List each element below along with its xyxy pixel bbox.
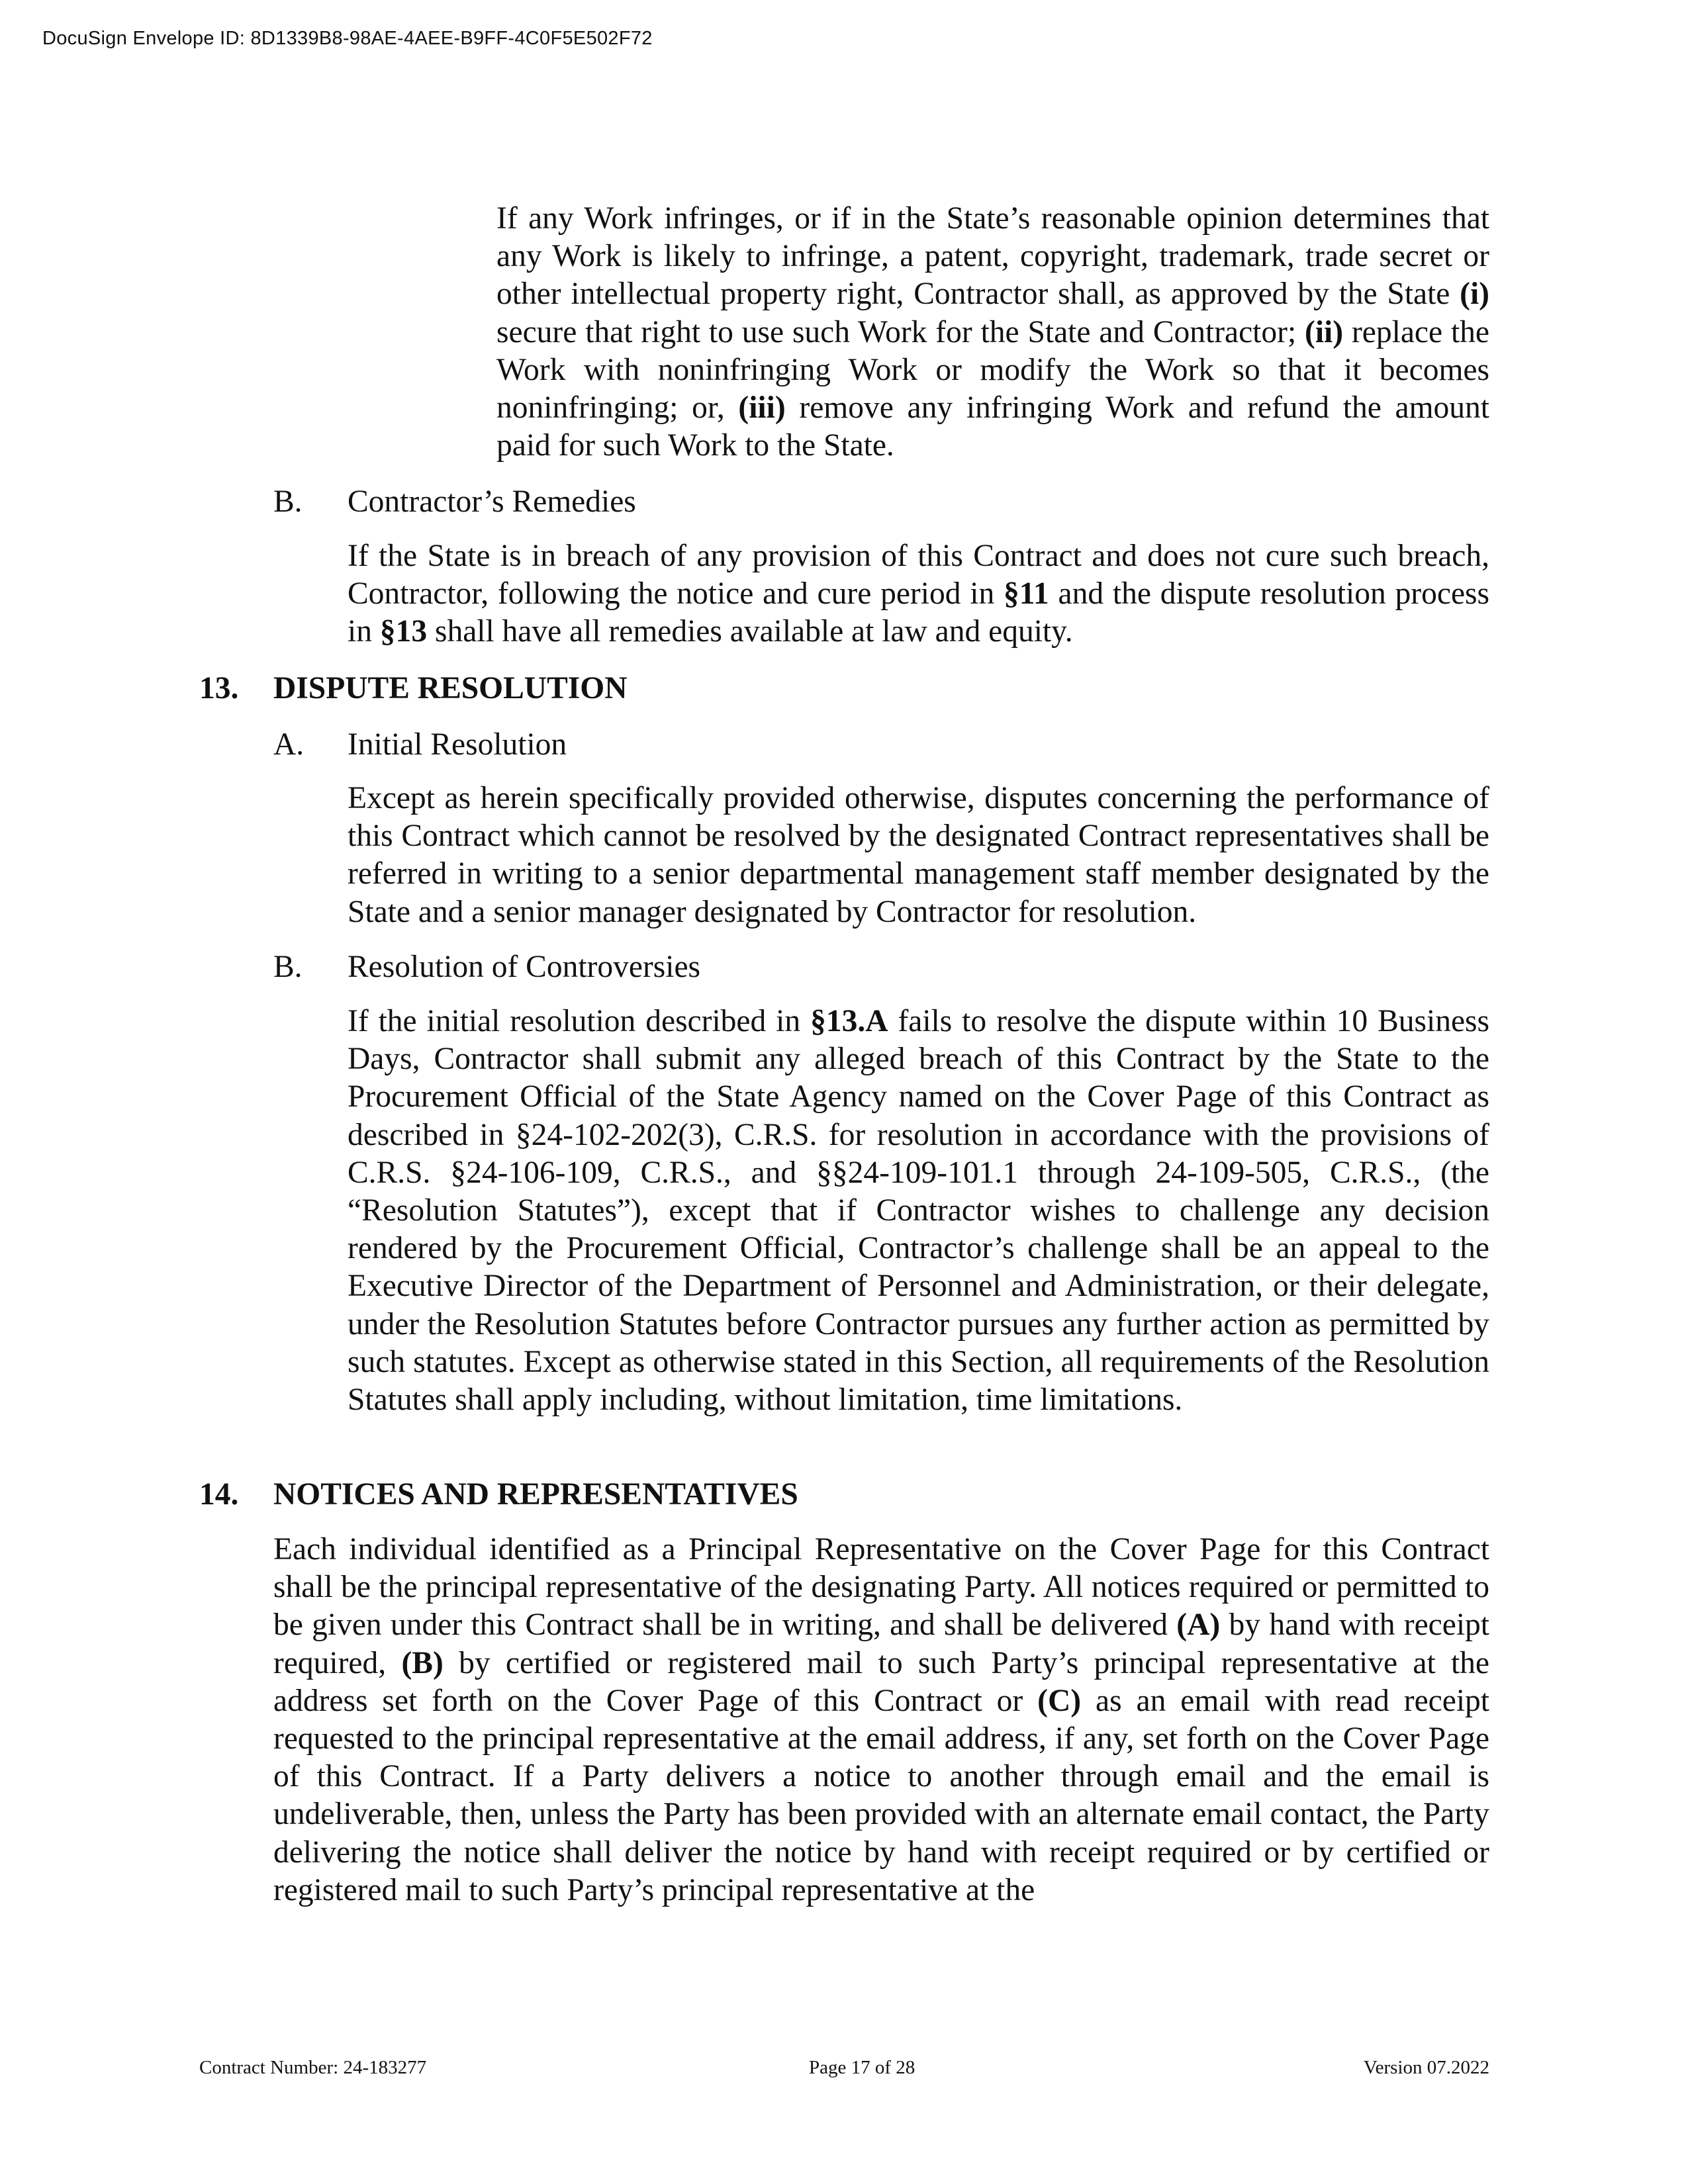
subsection-letter: B.: [273, 484, 303, 519]
bold-ref: (C): [1037, 1683, 1082, 1718]
notices-paragraph: [273, 1531, 1489, 1909]
footer-page-number: Page 17 of 28: [809, 2057, 915, 2078]
footer-version: Version 07.2022: [1363, 2057, 1489, 2078]
section-number: 14.: [199, 1477, 239, 1512]
resolution-of-controversies-paragraph: [348, 1003, 1489, 1419]
section-number: 13.: [199, 671, 239, 705]
section-title: NOTICES AND REPRESENTATIVES: [273, 1477, 798, 1512]
bold-ref: (A): [1176, 1608, 1221, 1643]
text-segment: remove any infringing Work and refund the amount paid for such Work to the State.: [496, 390, 1489, 463]
text-segment: secure that right to use such Work for the State and Contractor;: [496, 314, 1305, 349]
subsection-title: Contractor’s Remedies: [348, 484, 636, 519]
subsection-title: Resolution of Controversies: [348, 950, 701, 984]
footer-contract-number: Contract Number: 24-183277: [199, 2057, 427, 2078]
text-segment: by hand with receipt required,: [273, 1608, 1489, 1680]
infringement-paragraph: [496, 200, 1489, 465]
subsection-letter: A.: [273, 727, 305, 762]
section-title: DISPUTE RESOLUTION: [273, 671, 628, 705]
initial-resolution-paragraph: Except as herein specifically provided otherwise, disputes concerning the performance of this Contract which cannot be resolved by the designated Contract representatives shall be referred in writing to a senior departmental management staff member designated by the State and a senior manager designated by Contractor for resolution.: [348, 781, 1489, 929]
bold-ref: (B): [401, 1645, 444, 1680]
text-segment: Each individual identified as a Principal Representative on the Cover Page for this Contract shall be the principal representative of the designating Party. All notices required or permitted to be given under this Contract shall be in writing, and shall be delivered: [273, 1532, 1489, 1643]
text-segment: If the initial resolution described in: [348, 1004, 811, 1038]
bold-ref: (ii): [1305, 314, 1344, 349]
text-segment: replace the Work with noninfringing Work or modify the Work so that it becomes noninfringing; or,: [496, 314, 1489, 426]
docusign-envelope-id: DocuSign Envelope ID: 8D1339B8-98AE-4AEE-B9FF-4C0F5E502F72: [42, 28, 653, 49]
text-segment: as an email with read receipt requested to the principal representative at the email address, if any, set forth on the Cover Page of this Contract. If a Party delivers a notice to another through email and the email is undeliverable, then, unless the Party has been provided with an alternate email contact, the Party delivering the notice shall deliver the notice by hand with receipt required or by certified or registered mail to such Party’s principal representative at the: [273, 1683, 1489, 1907]
text-segment: and the dispute resolution process in: [348, 576, 1489, 649]
bold-ref: (iii): [738, 390, 786, 426]
text-segment: shall have all remedies available at law and equity.: [427, 614, 1073, 649]
bold-ref: §13: [379, 614, 428, 649]
text-segment: by certified or registered mail to such Party’s principal representative at the address set forth on the Cover Page of this Contract or: [273, 1645, 1490, 1718]
bold-ref: (i): [1460, 277, 1489, 312]
bold-ref: §13.A: [810, 1004, 888, 1038]
bold-ref: §11: [1004, 576, 1049, 612]
text-segment: If any Work infringes, or if in the State’s reasonable opinion determines that any Work is likely to infringe, a patent, copyright, trademark, trade secret or other intellectual property right, Contractor shall, as approved by the State: [496, 201, 1489, 312]
contractors-remedies-paragraph: [348, 537, 1489, 651]
subsection-title: Initial Resolution: [348, 727, 567, 762]
text-segment: fails to resolve the dispute within 10 Business Days, Contractor shall submit any alleged breach of this Contract by the State to the Procurement Official of the State Agency named on the Cover Page of this Contract as described in §24-102-202(3), C.R.S. for resolution in accordance with the provisions of C.R.S. §24-106-109, C.R.S., and §§24-109-101.1 through 24-109-505, C.R.S., (the “Resolution Statutes”), except that if Contractor wishes to challenge any decision rendered by the Procurement Official, Contractor’s challenge shall be an appeal to the Executive Director of the Department of Personnel and Administration, or their delegate, under the Resolution Statutes before Contractor pursues any further action as permitted by such statutes. Except as otherwise stated in this Section, all requirements of the Resolution Statutes shall apply including, without limitation, time limitations.: [348, 1004, 1490, 1418]
text-segment: If the State is in breach of any provision of this Contract and does not cure such breach, Contractor, following the notice and cure period in: [348, 539, 1489, 612]
subsection-letter: B.: [273, 950, 303, 984]
